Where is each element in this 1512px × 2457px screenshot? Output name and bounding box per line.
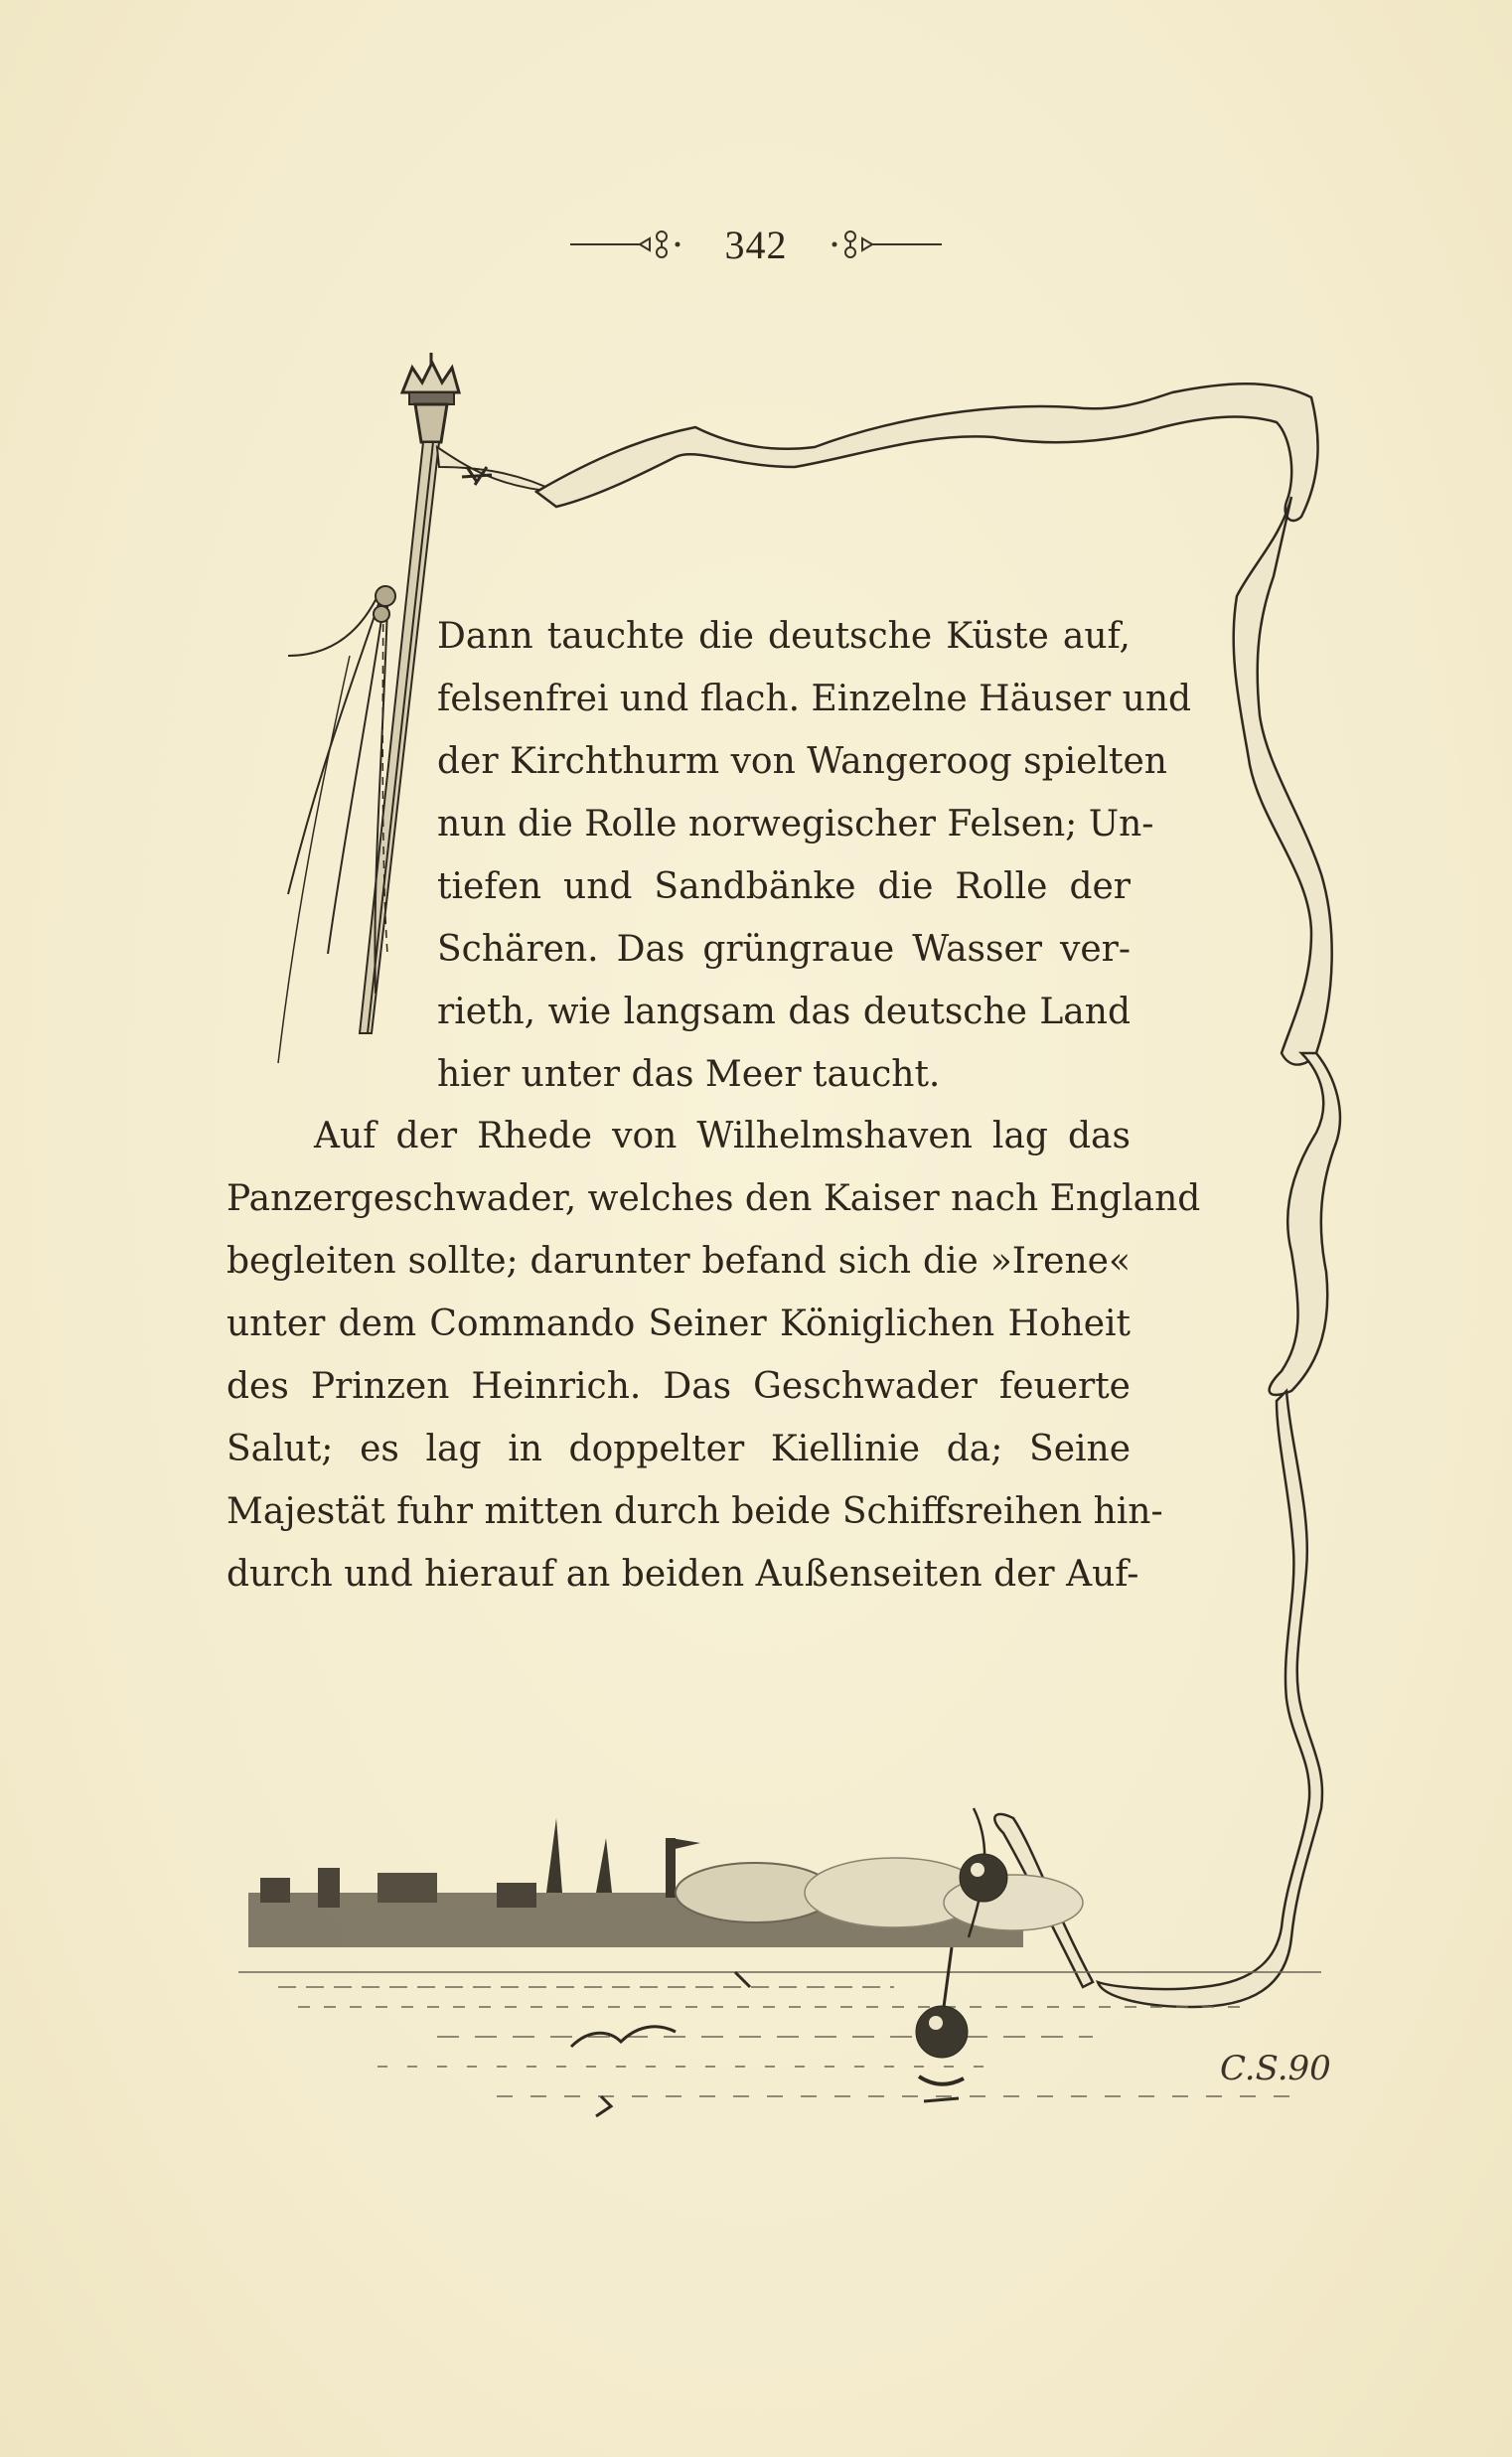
buoy-illustration	[916, 1808, 1007, 2101]
text-line: Salut; es lag in doppelter Kiellinie da; Seine	[227, 1429, 1131, 1469]
text-line: Majestät fuhr mitten durch beide Schiffsreihen hin-	[227, 1491, 1163, 1532]
text-line: felsenfrei und flach. Einzelne Häuser und	[437, 679, 1192, 719]
text-line: Auf der Rhede von Wilhelmshaven lag das	[314, 1116, 1131, 1156]
text-line: Dann tauchte die deutsche Küste auf,	[437, 616, 1131, 657]
paragraph-2	[227, 1105, 1201, 1606]
text-line: Panzergeschwader, welches den Kaiser nach England	[227, 1178, 1201, 1219]
artist-signature: C.S.90	[1220, 2049, 1331, 2088]
text-line: tiefen und Sandbänke die Rolle der	[437, 866, 1131, 907]
text-line: nun die Rolle norwegischer Felsen; Un-	[437, 804, 1154, 845]
text-line: des Prinzen Heinrich. Das Geschwader feuerte	[227, 1366, 1131, 1407]
paragraph-1	[437, 605, 1192, 1106]
text-line: der Kirchthurm von Wangeroog spielten	[437, 741, 1167, 782]
text-line: unter dem Commando Seiner Königlichen Hoheit	[227, 1304, 1131, 1344]
text-line: rieth, wie langsam das deutsche Land	[437, 992, 1131, 1032]
warship-harbor-illustration	[238, 1818, 1321, 2116]
text-line: begleiten sollte; darunter befand sich die »Irene«	[227, 1241, 1131, 1282]
text-line: durch und hierauf an beiden Außenseiten der Auf-	[227, 1554, 1139, 1595]
text-line: Schären. Das grüngraue Wasser ver-	[437, 929, 1131, 970]
text-line: hier unter das Meer taucht.	[437, 1054, 941, 1095]
page-number: 342	[724, 222, 788, 267]
